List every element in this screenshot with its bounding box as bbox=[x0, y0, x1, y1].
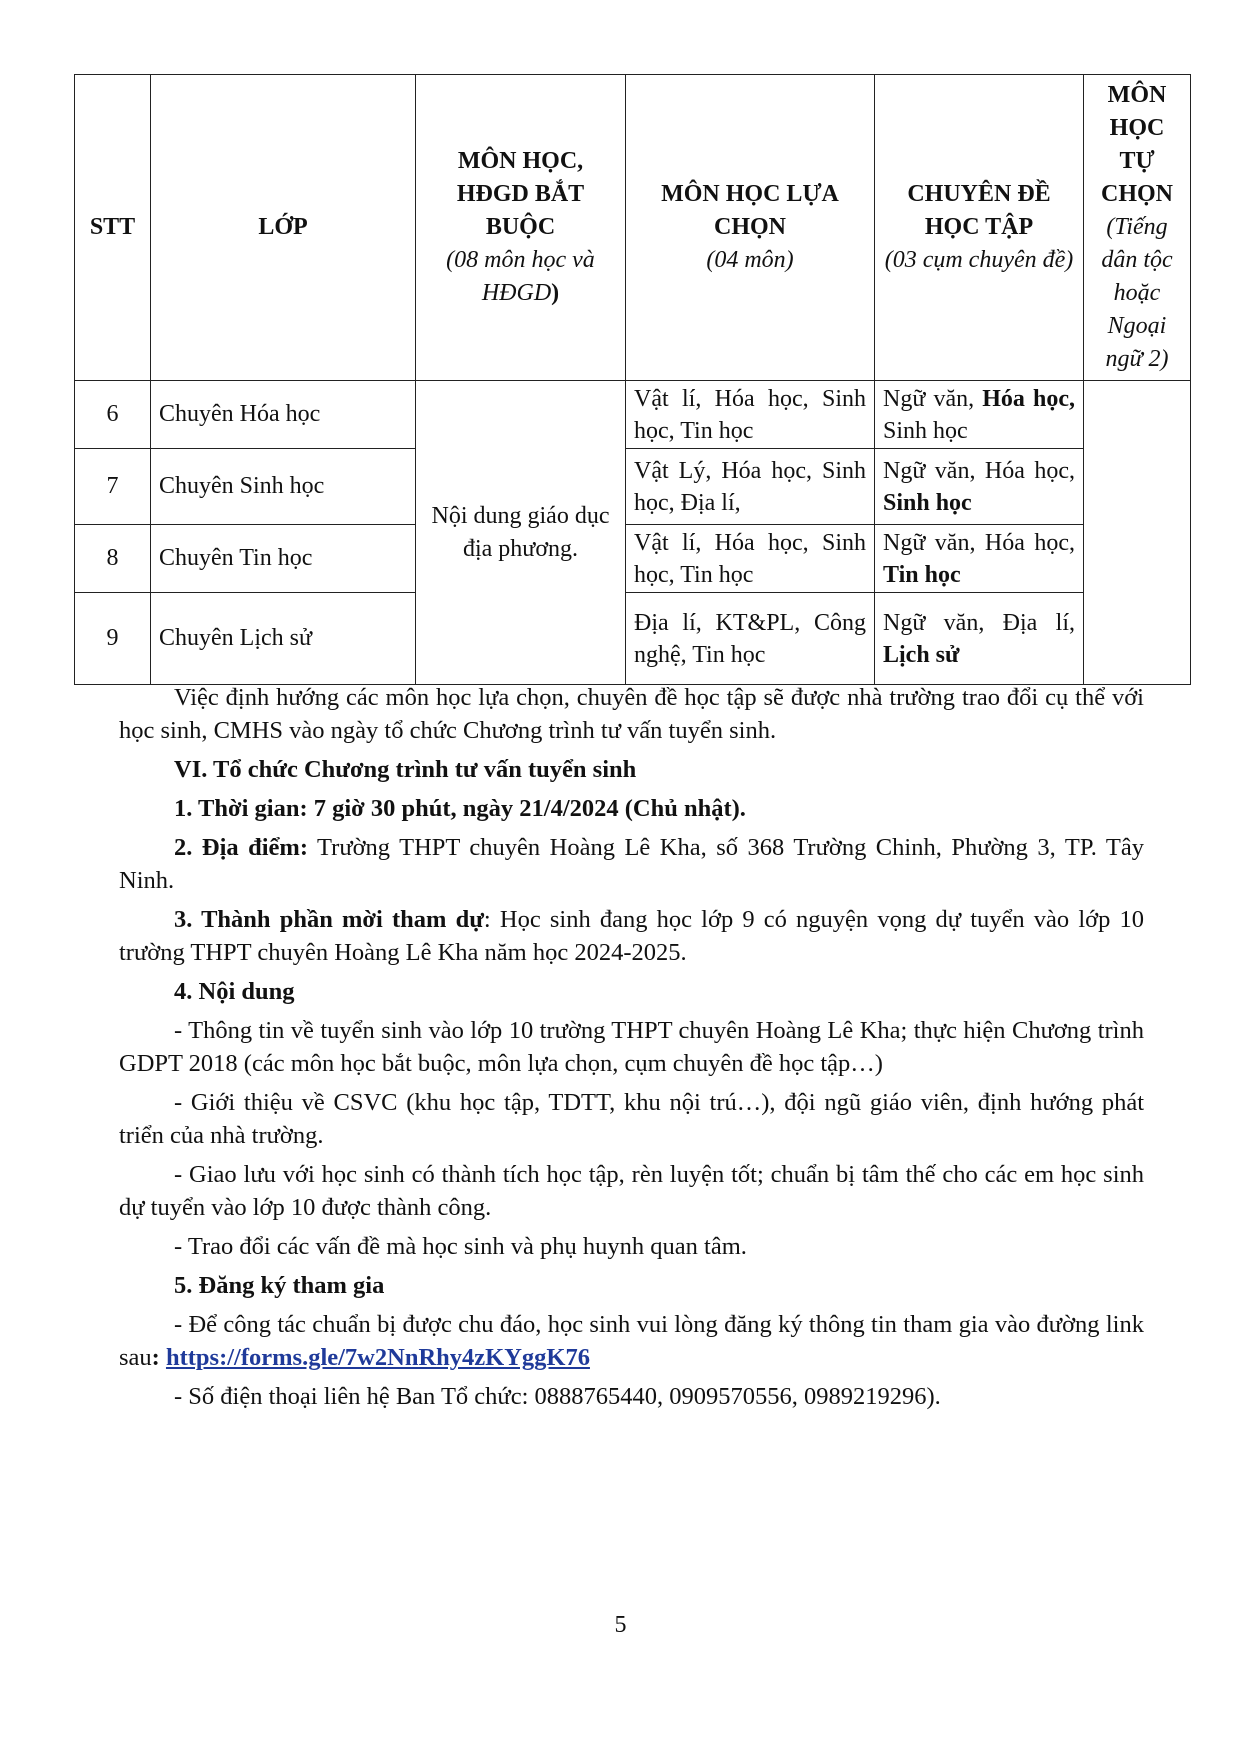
header-elective-title: MÔN HỌC LỰA CHỌN bbox=[661, 181, 839, 240]
table-row bbox=[75, 449, 1191, 525]
table-header-row bbox=[75, 75, 1191, 381]
row-class: Chuyên Tin học bbox=[151, 525, 416, 593]
row-elective: Địa lí, KT&PL, Công nghệ, Tin học bbox=[626, 593, 875, 685]
row-elective: Vật Lý, Hóa học, Sinh học, Địa lí, bbox=[626, 449, 875, 525]
row-elective: Vật lí, Hóa học, Sinh học, Tin học bbox=[626, 381, 875, 449]
content-item: - Giới thiệu về CSVC (khu học tập, TDTT, khu nội trú…), đội ngũ giáo viên, định hướng phát triển của nhà trường. bbox=[119, 1089, 1144, 1149]
header-elective bbox=[626, 75, 875, 381]
row-topics: Ngữ văn, Địa lí, Lịch sử bbox=[875, 593, 1084, 685]
registration-link[interactable]: https://forms.gle/7w2NnRhy4zKYggK76 bbox=[165, 1344, 590, 1371]
header-lop: LỚP bbox=[151, 75, 416, 381]
page-number: 5 bbox=[614, 1612, 627, 1638]
header-topics bbox=[875, 75, 1084, 381]
header-elective-note: (04 môn) bbox=[706, 247, 794, 273]
body-text bbox=[119, 681, 1144, 1419]
row-class: Chuyên Sinh học bbox=[151, 449, 416, 525]
location-item bbox=[119, 831, 1144, 897]
row-class: Chuyên Hóa học bbox=[151, 381, 416, 449]
optional-merged-cell bbox=[1084, 381, 1191, 685]
header-topics-note: (03 cụm chuyên đề) bbox=[884, 247, 1074, 273]
header-stt: STT bbox=[75, 75, 151, 381]
content-item: - Giao lưu với học sinh có thành tích học tập, rèn luyện tốt; chuẩn bị tâm thế cho các em học sinh dự tuyển vào lớp 10 được thành công. bbox=[119, 1161, 1144, 1221]
row-class: Chuyên Lịch sử bbox=[151, 593, 416, 685]
table-row bbox=[75, 525, 1191, 593]
phone-line: - Số điện thoại liên hệ Ban Tổ chức: 0888765440, 0909570556, 0989219296). bbox=[174, 1383, 941, 1410]
row-stt: 9 bbox=[75, 593, 151, 685]
register-heading: 5. Đăng ký tham gia bbox=[174, 1272, 385, 1299]
row-stt: 6 bbox=[75, 381, 151, 449]
row-stt: 7 bbox=[75, 449, 151, 525]
participants-text: : Học sinh đang học lớp 9 có nguyện vọng dự tuyển vào lớp 10 trường THPT chuyên Hoàng Lê Kha năm học 2024-2025. bbox=[119, 906, 1144, 966]
subjects-table bbox=[74, 74, 1191, 685]
intro-paragraph: Việc định hướng các môn học lựa chọn, chuyên đề học tập sẽ được nhà trường trao đổi cụ thể với học sinh, CMHS vào ngày tổ chức Chương trình tư vấn tuyển sinh. bbox=[119, 684, 1144, 744]
header-mandatory-note: (08 môn học và HĐGD) bbox=[446, 247, 595, 306]
register-item bbox=[119, 1308, 1144, 1374]
time-item: 1. Thời gian: 7 giờ 30 phút, ngày 21/4/2024 (Chủ nhật). bbox=[174, 795, 746, 822]
section-heading-vi: VI. Tổ chức Chương trình tư vấn tuyển sinh bbox=[174, 756, 637, 783]
row-topics: Ngữ văn, Hóa học, Sinh học bbox=[875, 449, 1084, 525]
content-item: - Thông tin về tuyển sinh vào lớp 10 trường THPT chuyên Hoàng Lê Kha; thực hiện Chương trình GDPT 2018 (các môn học bắt buộc, môn lựa chọn, cụm chuyên đề học tập…) bbox=[119, 1017, 1144, 1077]
content-item: - Trao đổi các vấn đề mà học sinh và phụ huynh quan tâm. bbox=[174, 1233, 747, 1260]
location-text: Trường THPT chuyên Hoàng Lê Kha, số 368 Trường Chinh, Phường 3, TP. Tây Ninh. bbox=[119, 834, 1145, 894]
row-stt: 8 bbox=[75, 525, 151, 593]
row-topics: Ngữ văn, Hóa học, Tin học bbox=[875, 525, 1084, 593]
header-topics-title: CHUYÊN ĐỀ HỌC TẬP bbox=[907, 181, 1051, 240]
participants-item bbox=[119, 903, 1144, 969]
row-elective: Vật lí, Hóa học, Sinh học, Tin học bbox=[626, 525, 875, 593]
content-heading: 4. Nội dung bbox=[174, 978, 295, 1005]
header-optional bbox=[1084, 75, 1191, 381]
register-text: - Để công tác chuẩn bị được chu đáo, học sinh vui lòng đăng ký thông tin tham gia vào đường link sau bbox=[119, 1311, 1144, 1371]
participants-label: 3. Thành phần mời tham dự bbox=[174, 906, 484, 933]
location-label: 2. Địa điểm: bbox=[174, 834, 308, 861]
row-topics: Ngữ văn, Hóa học, Sinh học bbox=[875, 381, 1084, 449]
header-mandatory-title: MÔN HỌC, HĐGD BẮT BUỘC bbox=[456, 148, 585, 240]
mandatory-merged-cell: Nội dung giáo dục địa phương. bbox=[416, 381, 626, 685]
header-mandatory bbox=[416, 75, 626, 381]
table-row bbox=[75, 381, 1191, 449]
table-row bbox=[75, 593, 1191, 685]
register-colon: : bbox=[151, 1344, 166, 1371]
header-optional-note: (Tiếng dân tộc hoặc Ngoại ngữ 2) bbox=[1101, 214, 1173, 372]
header-optional-title: MÔN HỌC TỰ CHỌN bbox=[1101, 82, 1173, 207]
